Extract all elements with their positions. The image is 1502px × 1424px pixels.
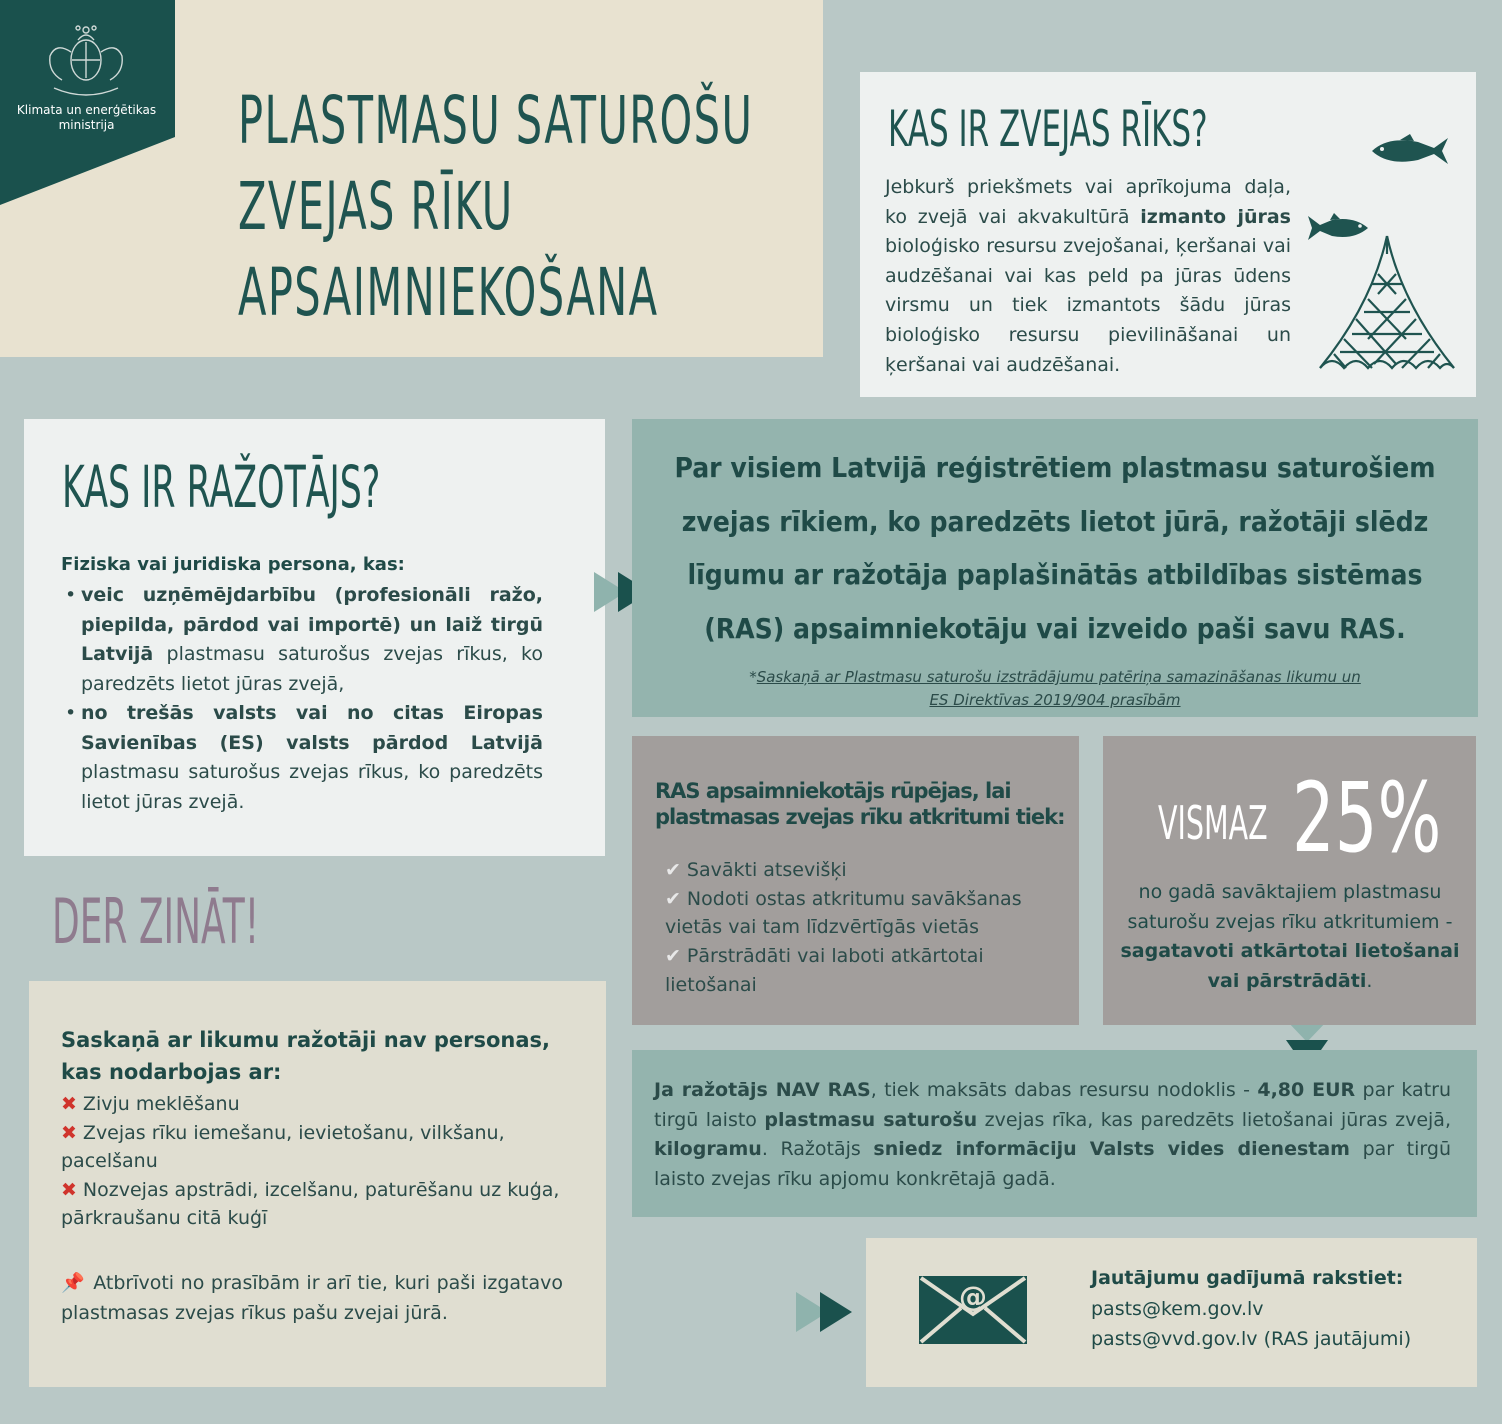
list-item: • veic uzņēmējdarbību (profesionāli ražo, piepilda, pārdod vai importē) un laiž tirgū Latvijā plastmasu saturošus zvejas rīkus, ko paredzēts lietot jūras zvejā, <box>61 581 543 699</box>
vismaz-label: VISMAZ <box>1158 796 1268 850</box>
list-item: ✖ Zvejas rīku iemešanu, ievietošanu, vilkšanu, pacelšanu <box>61 1121 505 1172</box>
email-link-vvd[interactable]: pasts@vvd.gov.lv <box>1091 1327 1258 1350</box>
svg-text:@: @ <box>959 1280 987 1313</box>
producer-list <box>61 581 543 817</box>
title-line-1: PLASTMASU SATUROŠU <box>238 82 754 159</box>
list-item: ✖ Zivju meklēšanu <box>61 1093 240 1115</box>
operator-list <box>665 856 1065 1000</box>
coat-of-arms-icon <box>38 22 134 102</box>
ras-footnote: *Saskaņā ar Plastmasu saturošu izstrādājumu patēriņa samazināšanas likumu un ES Direktīvas 2019/904 prasībām <box>749 668 1361 709</box>
law-exclusion-list <box>61 1090 581 1233</box>
fish-icon <box>1370 132 1450 170</box>
double-arrow-icon <box>794 1290 856 1334</box>
list-item: ✔ Pārstrādāti vai laboti atkārtotai lietošanai <box>665 945 984 996</box>
law-note: 📌 Atbrīvoti no prasībām ir arī tie, kuri paši izgatavo plastmasas zvejas rīkus pašu zvejai jūrā. <box>61 1272 563 1324</box>
fishing-net-icon <box>1316 234 1458 372</box>
list-item: • no trešās valsts vai no citas Eiropas Savienības (ES) valsts pārdod Latvijā plastmasu saturošus zvejas rīkus, ko paredzēts lietot jūras zvejā. <box>61 699 543 817</box>
pushpin-icon: 📌 <box>61 1272 86 1294</box>
title-line-3: APSAIMNIEKOŠANA <box>238 254 659 331</box>
check-mark-icon: ✔ <box>665 887 681 910</box>
list-item: ✖ Nozvejas apstrādi, izcelšanu, paturēšanu uz kuģa, pārkraušanu citā kuģī <box>61 1178 560 1229</box>
email-icon <box>917 1274 1029 1346</box>
ras-statement: Par visiem Latvijā reģistrētiem plastmasu saturošiem zvejas rīkiem, ko paredzēts lietot jūrā, ražotāji slēdz līgumu ar ražotāja paplašinātās atbildības sistēmas (RAS) apsaimniekotāju vai izveido paši savu RAS. <box>674 451 1436 645</box>
producer-title: KAS IR RAŽOTĀJS? <box>62 453 381 521</box>
contact-heading: Jautājumu gadījumā rakstiet: <box>1091 1267 1404 1289</box>
percentage-description: no gadā savāktajiem plastmasu saturošu zvejas rīku atkritumiem - sagatavoti atkārtotai lietošanai vai pārstrādāti. <box>1120 881 1460 992</box>
list-item: ✔ Savākti atsevišķi <box>665 859 847 881</box>
producer-intro: Fiziska vai juridiska persona, kas: <box>61 554 405 575</box>
tax-text: Ja ražotājs NAV RAS, tiek maksāts dabas resursu nodoklis - 4,80 EUR par katru tirgū laisto plastmasu saturošu zvejas rīka, kas paredzēts lietošanai jūras zvejā, kilogramu. Ražotājs sniedz informāciju Valsts vides dienestam par tirgū laisto zvejas rīku apjomu konkrētajā gadā. <box>654 1079 1451 1190</box>
law-link[interactable]: Saskaņā ar Plastmasu saturošu izstrādājumu patēriņa samazināšanas likumu un <box>756 668 1361 686</box>
page-title <box>238 78 754 336</box>
cross-mark-icon: ✖ <box>61 1121 77 1144</box>
check-mark-icon: ✔ <box>665 859 681 881</box>
cross-mark-icon: ✖ <box>61 1178 77 1201</box>
contact-emails <box>1091 1295 1411 1354</box>
ministry-name: Klimata un enerģētikas ministrija <box>16 103 157 132</box>
email-link-kem[interactable]: pasts@kem.gov.lv <box>1091 1298 1264 1320</box>
percentage-value: 25% <box>1292 762 1442 874</box>
check-mark-icon: ✔ <box>665 945 681 968</box>
fishing-gear-definition: Jebkurš priekšmets vai aprīkojuma daļa, ko zvejā vai akvakultūrā izmanto jūras bioloģisko resursu zvejošanai, ķeršanai vai audzēšanai vai kas peld pa jūras ūdens virsmu un tiek izmantots šādu jūras bioloģisko resursu pievilināšanai un ķeršanai vai audzēšanai. <box>885 176 1291 376</box>
list-item: ✔ Nodoti ostas atkritumu savākšanas vietās vai tam līdzvērtīgās vietās <box>665 887 1022 939</box>
law-heading: Saskaņā ar likumu ražotāji nav personas, kas nodarbojas ar: <box>61 1028 551 1084</box>
directive-link[interactable]: ES Direktīvas 2019/904 prasībām <box>929 691 1181 709</box>
der-zinat-heading: DER ZINĀT! <box>52 885 260 958</box>
title-line-2: ZVEJAS RĪKU <box>238 168 514 245</box>
fishing-gear-title: KAS IR ZVEJAS RĪKS? <box>888 100 1208 158</box>
operator-heading: RAS apsaimniekotājs rūpējas, lai plastmasas zvejas rīku atkritumi tiek: <box>655 779 1065 829</box>
email-line-vvd: pasts@vvd.gov.lv (RAS jautājumi) <box>1091 1327 1412 1350</box>
cross-mark-icon: ✖ <box>61 1093 77 1115</box>
